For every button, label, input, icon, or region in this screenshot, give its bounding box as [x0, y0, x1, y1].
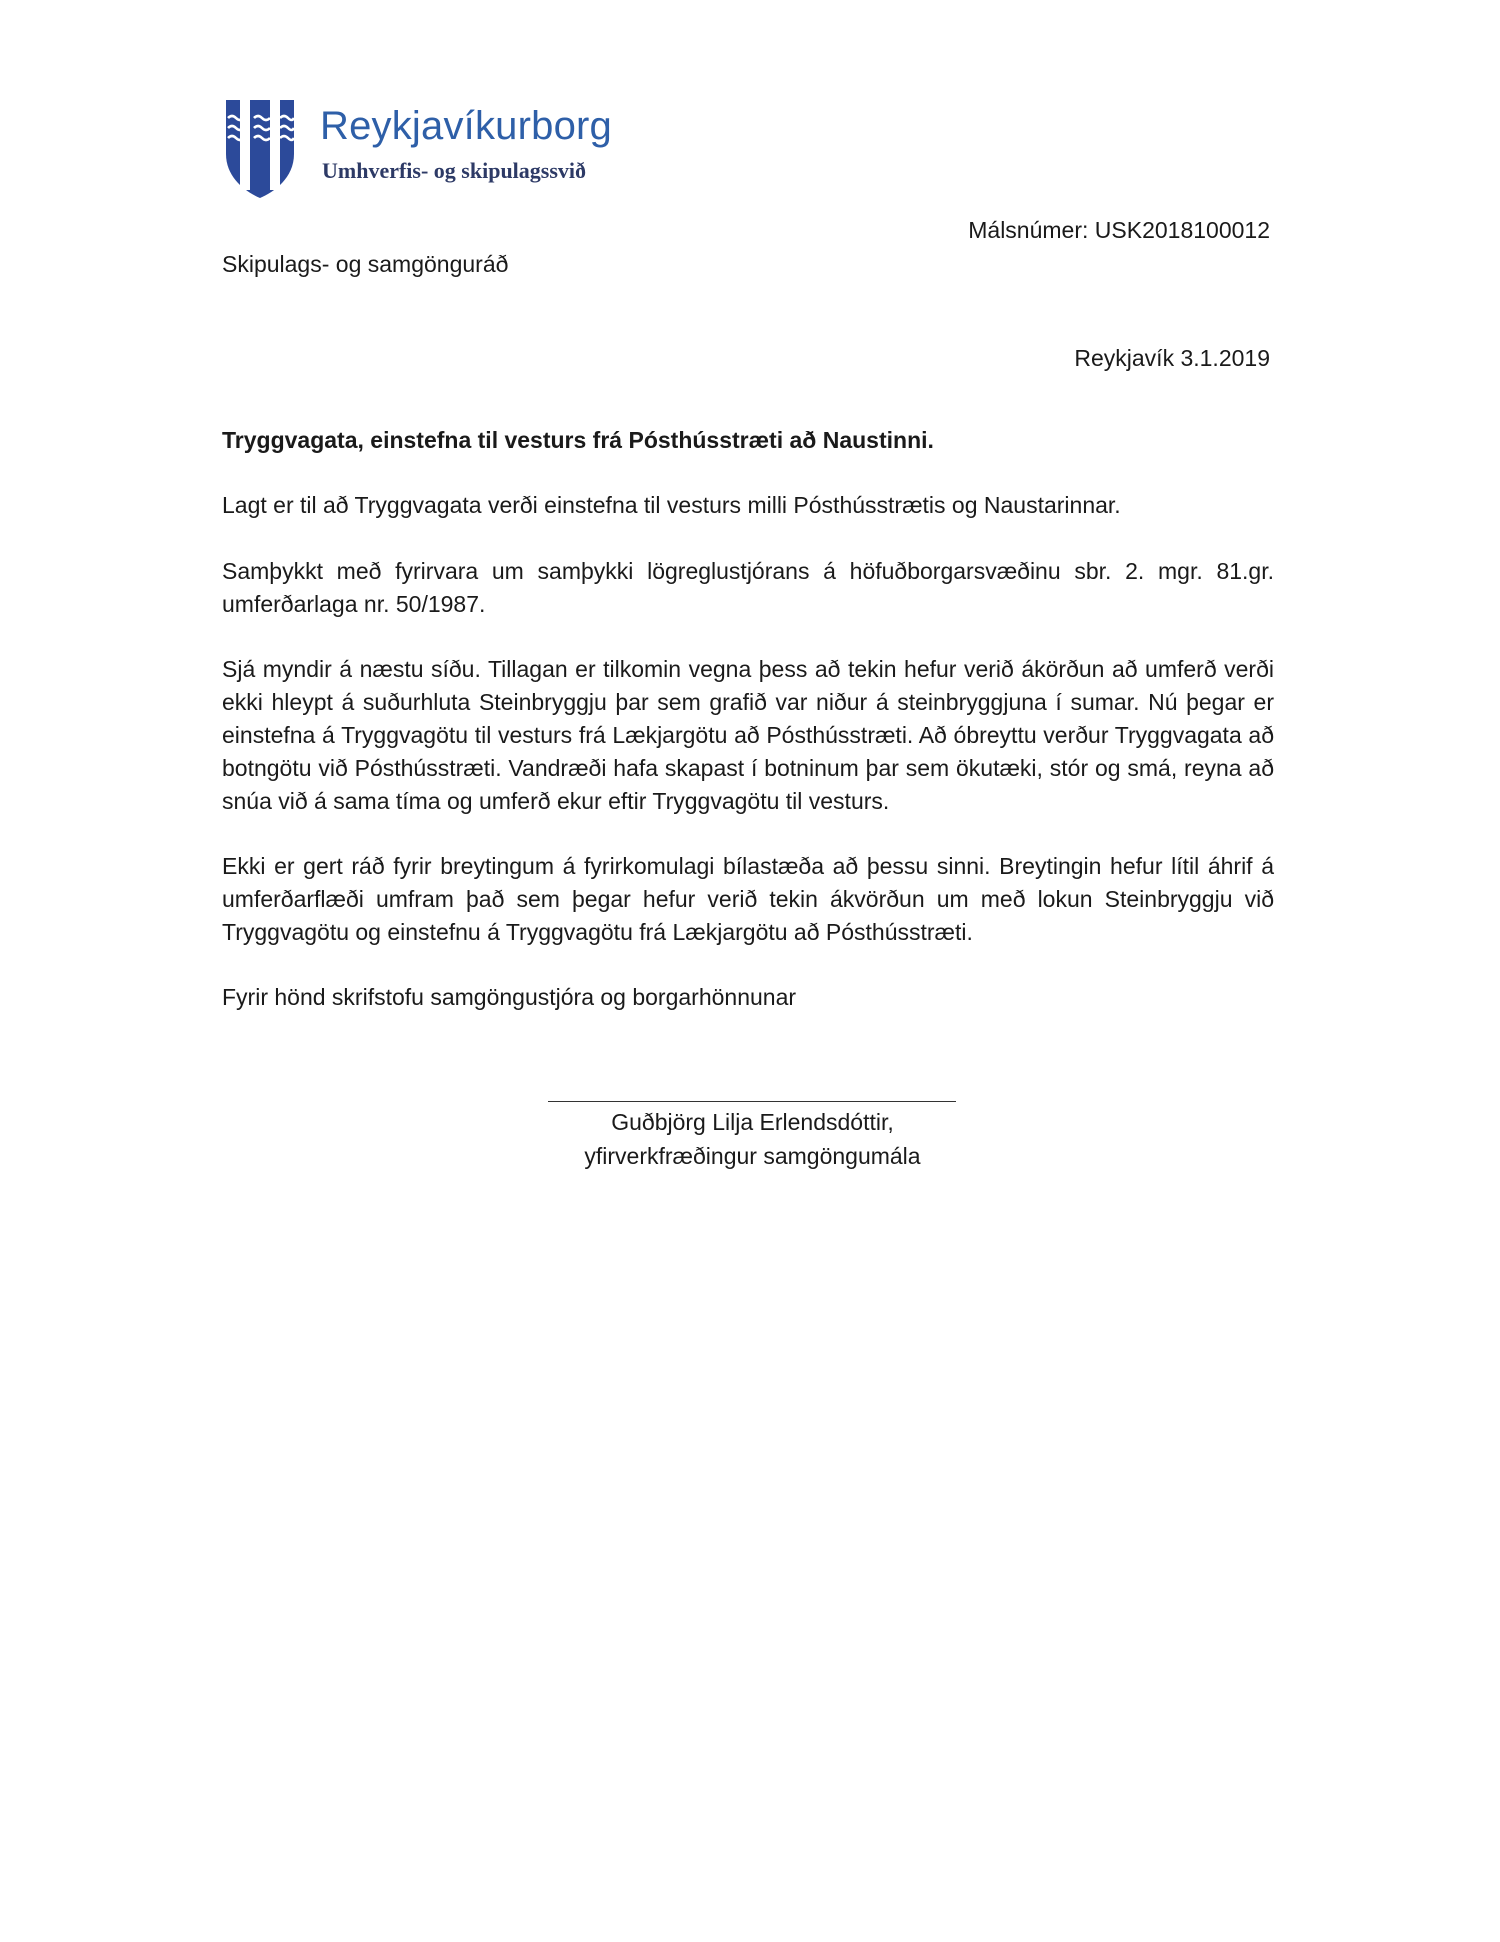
body-paragraph-2: Samþykkt með fyrirvara um samþykki lögreglustjórans á höfuðborgarsvæðinu sbr. 2. mgr. 81.gr. umferðarlaga nr. 50/1987.: [222, 558, 1274, 617]
subject-heading: Tryggvagata, einstefna til vesturs frá Pósthússtræti að Naustinni.: [222, 427, 934, 453]
recipient: Skipulags- og samgönguráð: [222, 251, 509, 277]
closing-line: Fyrir hönd skrifstofu samgöngustjóra og borgarhönnunar: [222, 984, 797, 1010]
organization-name: Reykjavíkurborg: [320, 104, 613, 148]
signer-name: Guðbjörg Lilja Erlendsdóttir,: [611, 1109, 894, 1135]
signer-title: yfirverkfræðingur samgöngumála: [584, 1143, 921, 1169]
signature-line: [548, 1101, 956, 1102]
letterhead-logo: [224, 96, 624, 206]
body-paragraph-3: Sjá myndir á næstu síðu. Tillagan er tilkomin vegna þess að tekin hefur verið ákörðun að umferð verði ekki hleypt á suðurhluta Steinbryggju þar sem grafið var niður á steinbryggjuna í sumar. Nú þegar er einstefna á Tryggvagötu til vesturs frá Lækjargötu að Pósthússtræti. Að óbreyttu verður Tryggvagata að botngötu við Pósthússtræti. Vandræði hafa skapast í botninum þar sem ökutæki, stór og smá, reyna að snúa við á sama tíma og umferð ekur eftir Tryggvagötu til vesturs.: [222, 656, 1274, 814]
department-name: Umhverfis- og skipulagssvið: [322, 158, 587, 183]
date-line: Reykjavík 3.1.2019: [1074, 345, 1270, 371]
case-number: Málsnúmer: USK2018100012: [968, 217, 1270, 243]
reykjavik-coat-of-arms-icon: [224, 96, 296, 200]
body-paragraph-1: Lagt er til að Tryggvagata verði einstefna til vesturs milli Pósthússtrætis og Naustarinnar.: [222, 492, 1121, 518]
body-paragraph-4: Ekki er gert ráð fyrir breytingum á fyrirkomulagi bílastæða að þessu sinni. Breytingin hefur lítil áhrif á umferðarflæði umfram það sem þegar hefur verið tekin ákvörðun um með lokun Steinbryggju við Tryggvagötu og einstefnu á Tryggvagötu frá Lækjargötu að Pósthússtræti.: [222, 853, 1274, 945]
